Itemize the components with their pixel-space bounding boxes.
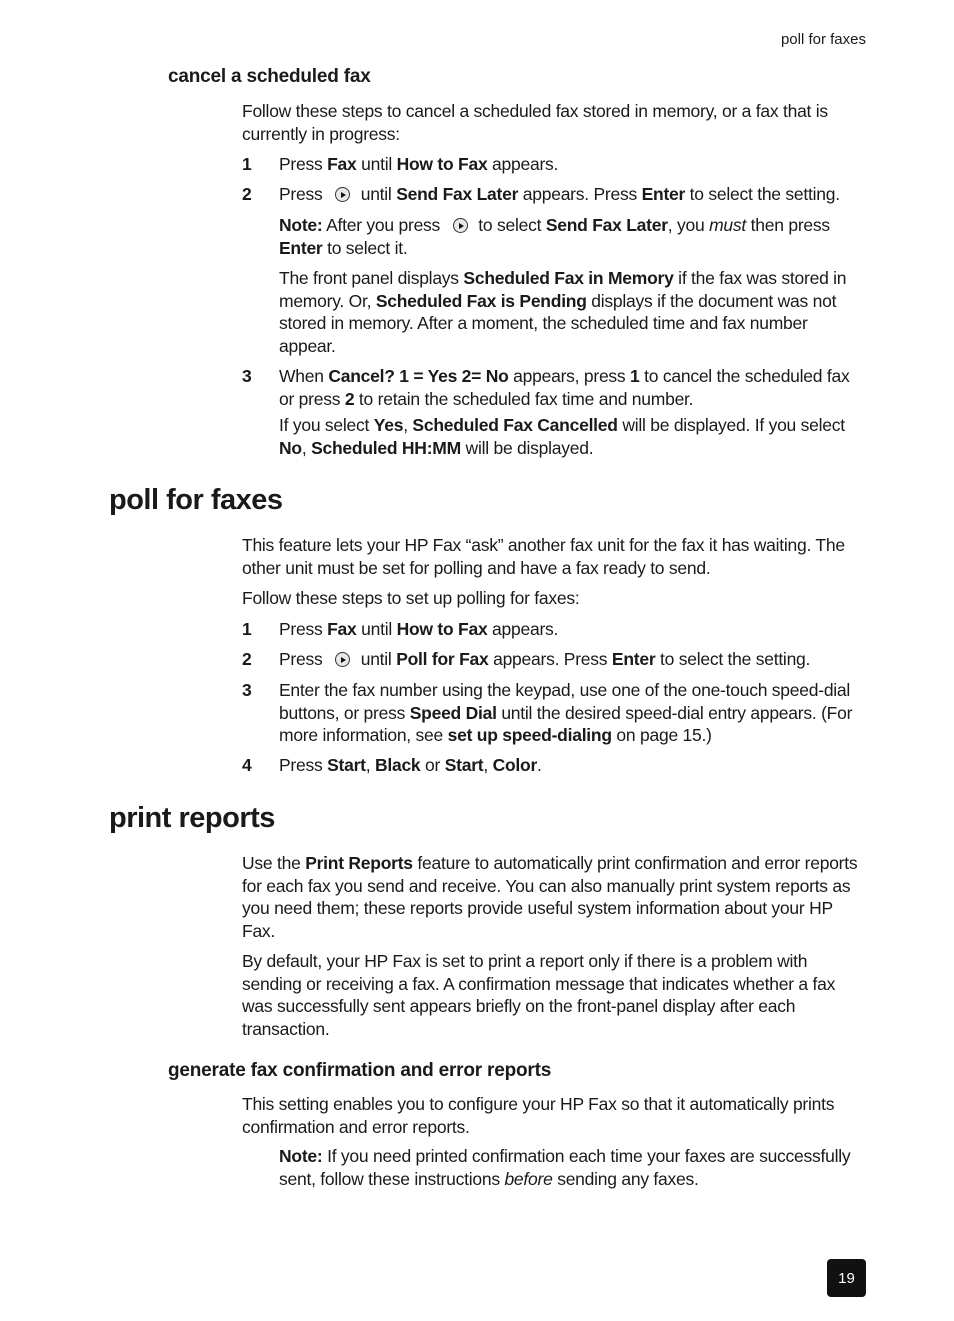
step-text: When Cancel? 1 = Yes 2= No appears, press 1 to cancel the scheduled fax or press 2 to retain the scheduled fax time and number. (279, 366, 850, 409)
poll-intro: This feature lets your HP Fax “ask” another fax unit for the fax it has waiting. The other unit must be set for polling and have a fax ready to send. (242, 535, 845, 578)
page-number: 19 (827, 1259, 866, 1297)
running-head: poll for faxes (780, 31, 866, 48)
cancel-step-2 (242, 183, 866, 206)
poll-step-3 (242, 679, 866, 747)
right-arrow-button-icon (335, 187, 350, 202)
cancel-step-3 (242, 365, 866, 410)
cancel-result-text: If you select Yes, Scheduled Fax Cancelled will be displayed. If you select No, Scheduled HH:MM will be displayed. (279, 415, 845, 458)
section-heading-generate: generate fax confirmation and error reports (168, 1060, 552, 1081)
cancel-intro: Follow these steps to cancel a scheduled fax stored in memory, or a fax that is currently in progress: (242, 101, 828, 144)
poll-steps-intro: Follow these steps to set up polling for faxes: (242, 588, 580, 608)
step-number: 2 (242, 649, 252, 669)
section-heading-reports: print reports (109, 802, 275, 834)
right-arrow-button-icon (453, 218, 468, 233)
step-text: Enter the fax number using the keypad, use one of the one-touch speed-dial buttons, or press Speed Dial until the desired speed-dial entry appears. (For more information, see set up speed-dialing on page 15.) (279, 680, 853, 745)
step-text: Press Fax until How to Fax appears. (279, 154, 559, 174)
section-heading-cancel: cancel a scheduled fax (168, 66, 371, 87)
cancel-step-1 (242, 153, 866, 176)
step-number: 1 (242, 619, 252, 639)
reports-default: By default, your HP Fax is set to print a report only if there is a problem with sending or receiving a fax. A confirmation message that indicates whether a fax was successfully sent appears briefly on the front-panel display after each transaction. (242, 951, 836, 1039)
section-heading-poll: poll for faxes (109, 484, 283, 516)
cancel-panel-text: The front panel displays Scheduled Fax in Memory if the fax was stored in memory. Or, Scheduled Fax is Pending displays if the document was not stored in memory. After a moment, the scheduled time and fax number appear. (279, 268, 847, 356)
right-arrow-button-icon (335, 652, 350, 667)
generate-intro: This setting enables you to configure your HP Fax so that it automatically prints confirmation and error reports. (242, 1094, 835, 1137)
cancel-note: Note: After you press to select Send Fax Later, you must then press Enter to select it. (279, 215, 830, 258)
poll-step-1 (242, 618, 866, 641)
step-text: Press Start, Black or Start, Color. (279, 755, 542, 775)
step-number: 4 (242, 755, 252, 775)
step-text: Press Fax until How to Fax appears. (279, 619, 559, 639)
step-text: Press until Poll for Fax appears. Press Enter to select the setting. (279, 649, 811, 669)
reports-intro: Use the Print Reports feature to automatically print confirmation and error reports for each fax you send and receive. You can also manually print system reports as you need them; these reports provide useful system information about your HP Fax. (242, 853, 858, 941)
step-text: Press until Send Fax Later appears. Press Enter to select the setting. (279, 184, 840, 204)
step-number: 1 (242, 154, 252, 174)
poll-step-4 (242, 754, 866, 777)
poll-step-2 (242, 648, 866, 671)
step-number: 3 (242, 680, 252, 700)
step-number: 3 (242, 366, 252, 386)
step-number: 2 (242, 184, 252, 204)
generate-note: Note: If you need printed confirmation each time your faxes are successfully sent, follow these instructions before sending any faxes. (279, 1146, 851, 1189)
